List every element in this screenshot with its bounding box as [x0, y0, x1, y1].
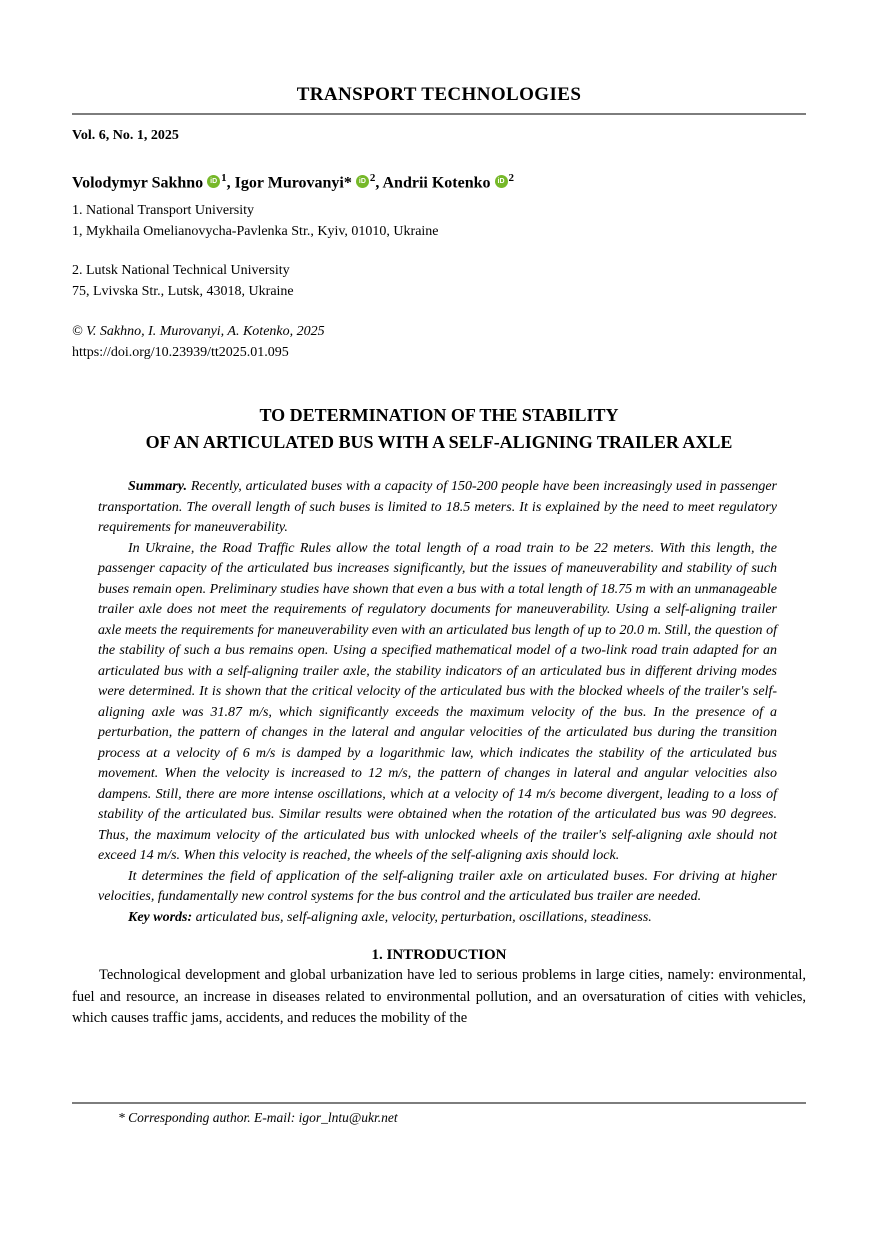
abstract	[98, 477, 777, 928]
paper-title-line-1: TO DETERMINATION OF THE STABILITY	[259, 405, 619, 426]
doi-link[interactable]: https://doi.org/10.23939/tt2025.01.095	[72, 345, 289, 361]
authors-line	[72, 168, 806, 193]
keywords-text: articulated bus, self-aligning axle, velocity, perturbation, oscillations, steadiness.	[192, 909, 652, 925]
affiliation-institution: 2. Lutsk National Technical University	[72, 263, 290, 279]
footnote-area	[72, 1102, 806, 1126]
author-affiliation-mark: 1	[221, 172, 227, 184]
corresponding-author-footnote: * Corresponding author. E-mail: igor_lntu@ukr.net	[118, 1110, 398, 1125]
section-heading-introduction: 1. INTRODUCTION	[371, 947, 507, 964]
paper-title	[72, 402, 806, 456]
author-name: Volodymyr Sakhno	[72, 174, 204, 192]
author-separator: ,	[226, 174, 235, 192]
affiliation-address: 75, Lvivska Str., Lutsk, 43018, Ukraine	[72, 284, 294, 300]
copyright-notice: © V. Sakhno, I. Murovanyi, A. Kotenko, 2025	[72, 324, 325, 340]
page-content	[72, 84, 806, 1030]
abstract-text: Recently, articulated buses with a capacity of 150-200 people have been increasingly used in passenger transportation. The overall length of such buses is limited to 18.5 meters. It is explained by the need to meet regulatory requirements for maneuverability.	[98, 479, 777, 536]
introduction-paragraph: Technological development and global urbanization have led to serious problems in large cities, namely: environmental, fuel and resource, an increase in diseases related to environmental pollution, and an oversaturation of cities with vehicles, which causes traffic jams, accidents, and reduces the mobility of the	[72, 967, 806, 1027]
affiliation-institution: 1. National Transport University	[72, 203, 254, 219]
keywords-label: Key words:	[128, 909, 193, 925]
abstract-text: In Ukraine, the Road Traffic Rules allow the total length of a road train to be 22 meters. With this length, the passenger capacity of the articulated bus increases significantly, but the issues of maneuverability and stability of such buses remain open. Preliminary studies have shown that even a bus with a total length of 18.75 m with an unmanageable trailer axle does not meet the requirements of regulatory documents for maneuverability. Using a self-aligning trailer axle meets the requirements for maneuverability even with an articulated bus length of up to 20.0 m. Still, the question of the stability of such a bus remains open. Using a specified mathematical model of a two-link road train adapted for an articulated bus with a self-aligning trailer axle, the stability indicators of an articulated bus in different driving modes were determined. It is shown that the critical velocity of the articulated bus with the blocked wheels of the trailer's self-aligning axle was 31.87 m/s, which significantly exceeds the maximum velocity of the bus. In the presence of a perturbation, the pattern of changes in the lateral and angular velocities of the articulated bus during the transition process at a velocity of 6 m/s is damped by a logarithmic law, which indicates the stability of the articulated bus movement. When the velocity is increased to 12 m/s, the pattern of changes in lateral and angular velocities also dampens. Still, there are more intense oscillations, which at a velocity of 14 m/s become divergent, leading to a loss of stability of the articulated bus. Similar results were obtained when the rotation of the articulated bus was 90 degrees. Thus, the maximum velocity of the articulated bus with unlocked wheels of the trailer's self-aligning axle should not exceed 14 m/s. When this velocity is reached, the wheels of the self-aligning axis should lock.	[98, 540, 777, 864]
author-affiliation-mark: 2	[508, 172, 515, 184]
orcid-icon[interactable]: iD	[356, 175, 369, 188]
affiliation-2	[72, 260, 806, 302]
copyright-block	[72, 321, 806, 363]
abstract-lead-label: Summary.	[128, 479, 187, 495]
volume-issue: Vol. 6, No. 1, 2025	[72, 128, 179, 143]
journal-title: TRANSPORT TECHNOLOGIES	[296, 84, 582, 105]
author-name: Igor Murovanyi*	[234, 174, 352, 192]
affiliation-address: 1, Mykhaila Omelianovycha-Pavlenka Str., Kyiv, 01010, Ukraine	[72, 224, 439, 240]
abstract-text: It determines the field of application of the self-aligning trailer axle on articulated buses. For driving at higher velocities, fundamentally new control systems for the bus control and the articulated bus trailer are needed.	[98, 868, 777, 905]
author-name: Andrii Kotenko	[382, 174, 491, 192]
affiliation-1	[72, 200, 806, 242]
author-separator: ,	[375, 174, 383, 192]
abstract-paragraph	[98, 539, 777, 867]
paper-title-line-2: OF AN ARTICULATED BUS WITH A SELF-ALIGNING TRAILER AXLE	[145, 432, 733, 453]
orcid-icon[interactable]: iD	[207, 175, 220, 188]
keywords-paragraph	[98, 908, 777, 929]
abstract-paragraph	[98, 477, 777, 539]
orcid-icon[interactable]: iD	[495, 175, 508, 188]
footnote-divider	[72, 1102, 806, 1104]
abstract-paragraph	[98, 867, 777, 908]
header-divider	[72, 113, 806, 115]
author-affiliation-mark: 2	[369, 172, 376, 184]
